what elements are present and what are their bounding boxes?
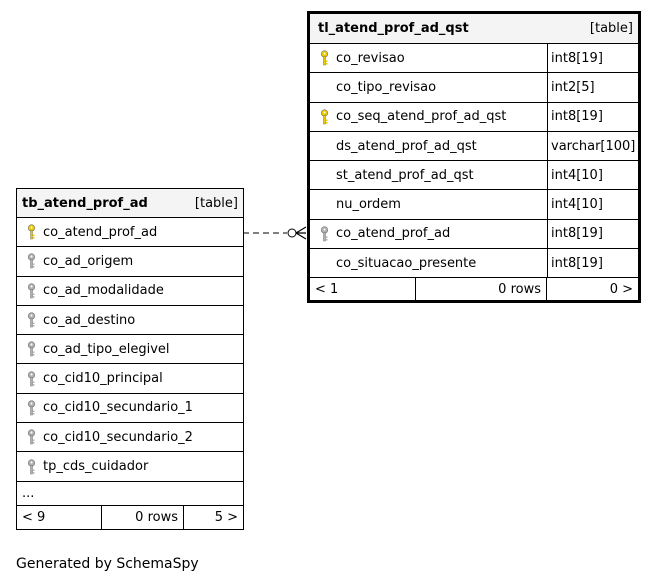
table-header[interactable] [17, 189, 243, 218]
column-name-cell [310, 103, 547, 131]
column-name-cell [17, 218, 243, 246]
column-name-cell [310, 132, 547, 160]
column-name-cell [17, 364, 243, 392]
column-name: co_ad_tipo_elegivel [43, 341, 170, 357]
generated-by-caption: Generated by SchemaSpy [16, 556, 199, 572]
foreign-key-icon [23, 457, 39, 477]
column-row[interactable] [310, 161, 638, 190]
column-row[interactable] [17, 306, 243, 335]
table-footer [17, 506, 243, 529]
row-count: 0 rows [102, 506, 184, 529]
column-name: co_revisao [336, 50, 405, 66]
key-placeholder [316, 195, 332, 215]
key-placeholder [316, 253, 332, 273]
column-name: co_tipo_revisao [336, 79, 437, 95]
column-name-cell [310, 73, 547, 101]
column-name-cell [17, 306, 243, 334]
column-row[interactable] [17, 218, 243, 247]
table-kind-label: [table] [194, 195, 238, 211]
column-name: st_atend_prof_ad_qst [336, 167, 474, 183]
column-row[interactable] [17, 277, 243, 306]
column-name-cell [17, 247, 243, 275]
column-name: co_cid10_principal [43, 371, 163, 387]
column-row[interactable] [17, 423, 243, 452]
column-row[interactable] [310, 103, 638, 132]
column-name-cell [17, 277, 243, 305]
foreign-key-icon [316, 224, 332, 244]
column-type: varchar[100] [547, 132, 638, 160]
column-row[interactable] [310, 44, 638, 73]
table-tl-atend-prof-ad-qst[interactable] [307, 11, 641, 303]
column-row[interactable] [310, 190, 638, 219]
column-name: ds_atend_prof_ad_qst [336, 138, 477, 154]
key-placeholder [316, 136, 332, 156]
row-count: 0 rows [416, 278, 547, 300]
column-row[interactable] [17, 335, 243, 364]
column-name-cell [310, 220, 547, 248]
foreign-key-icon [23, 281, 39, 301]
column-row[interactable] [310, 73, 638, 102]
children-count[interactable]: 5 > [214, 509, 238, 525]
foreign-key-icon [23, 427, 39, 447]
column-name-cell [17, 335, 243, 363]
column-name-cell [17, 452, 243, 480]
primary-key-icon [316, 48, 332, 68]
column-row[interactable] [310, 249, 638, 278]
column-name: tp_cds_cuidador [43, 459, 149, 475]
foreign-key-icon [23, 398, 39, 418]
column-row[interactable] [17, 247, 243, 276]
foreign-key-icon [23, 251, 39, 271]
column-type: int8[19] [547, 249, 638, 277]
more-columns-indicator[interactable]: ... [17, 482, 243, 506]
table-kind-label: [table] [589, 21, 633, 36]
parents-count[interactable]: < 1 [310, 278, 416, 300]
column-name: co_atend_prof_ad [336, 226, 451, 242]
table-header[interactable] [310, 14, 638, 44]
column-name-cell [17, 423, 243, 451]
table-name: tl_atend_prof_ad_qst [318, 21, 469, 36]
column-row[interactable] [17, 394, 243, 423]
column-name-cell [310, 190, 547, 218]
column-row[interactable] [310, 220, 638, 249]
column-type: int8[19] [547, 220, 638, 248]
column-name-cell [17, 394, 243, 422]
column-name: co_cid10_secundario_1 [43, 400, 193, 416]
column-name: co_ad_modalidade [43, 283, 164, 299]
children-count[interactable]: 0 > [609, 281, 633, 297]
column-type: int8[19] [547, 44, 638, 72]
column-type: int4[10] [547, 190, 638, 218]
primary-key-icon [316, 107, 332, 127]
parents-count[interactable]: < 9 [17, 506, 102, 529]
foreign-key-icon [23, 339, 39, 359]
table-tb-atend-prof-ad[interactable] [16, 188, 244, 530]
primary-key-icon [23, 222, 39, 242]
column-type: int4[10] [547, 161, 638, 189]
crowfoot-many-marker [296, 227, 306, 239]
column-name: co_atend_prof_ad [43, 224, 158, 240]
column-name: co_ad_origem [43, 253, 134, 269]
column-row[interactable] [17, 452, 243, 481]
column-name: co_situacao_presente [336, 255, 477, 271]
foreign-key-icon [23, 310, 39, 330]
zero-optional-marker [288, 229, 296, 237]
column-name: co_cid10_secundario_2 [43, 429, 193, 445]
column-type: int8[19] [547, 103, 638, 131]
key-placeholder [316, 165, 332, 185]
column-name-cell [310, 161, 547, 189]
column-name: co_seq_atend_prof_ad_qst [336, 109, 507, 125]
column-row[interactable] [17, 364, 243, 393]
column-type: int2[5] [547, 73, 638, 101]
column-name-cell [310, 44, 547, 72]
column-name: nu_ordem [336, 197, 401, 213]
foreign-key-icon [23, 369, 39, 389]
table-footer [310, 278, 638, 300]
table-name: tb_atend_prof_ad [22, 195, 148, 211]
key-placeholder [316, 77, 332, 97]
column-name-cell [310, 249, 547, 277]
column-row[interactable] [310, 132, 638, 161]
column-name: co_ad_destino [43, 312, 136, 328]
